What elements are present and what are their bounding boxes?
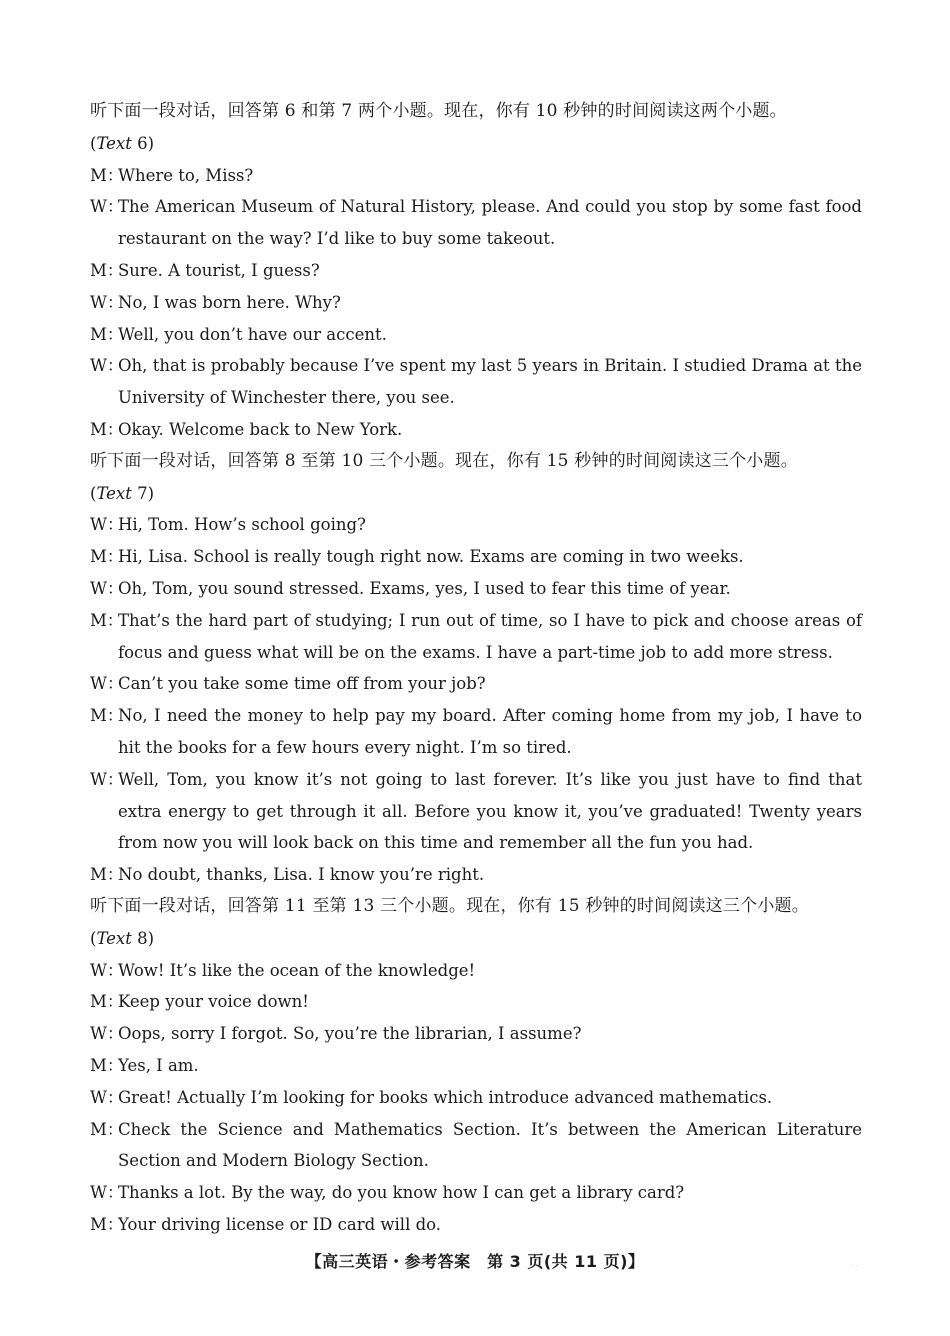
dialogue-turn: [90, 1018, 862, 1050]
speaker: M：: [90, 260, 124, 280]
dialogue-turn: [90, 764, 862, 859]
utterance: No, I was born here. Why?: [118, 292, 341, 312]
utterance: Wow! It’s like the ocean of the knowledge!: [118, 960, 476, 980]
speaker: M：: [90, 992, 124, 1012]
utterance: Check the Science and Mathematics Section. It’s between the American Literature Section and Modern Biology Section.: [118, 1119, 862, 1171]
utterance: The American Museum of Natural History, please. And could you stop by some fast food restaurant on the way? I’d like to buy some takeout.: [118, 197, 862, 249]
dialogue-turn: [90, 986, 862, 1018]
dialogue-turn: [90, 287, 862, 319]
utterance: No doubt, thanks, Lisa. I know you’re right.: [118, 865, 485, 885]
section-text-8: [90, 891, 862, 1241]
corner-mark: · ·: [852, 1262, 859, 1270]
section-instruction: 听下面一段对话，回答第 8 至第 10 三个小题。现在，你有 15 秒钟的时间阅读这三个小题。: [90, 450, 798, 471]
dialogue-turn: [90, 700, 862, 764]
dialogue-turn: [90, 160, 862, 192]
utterance: Okay. Welcome back to New York.: [118, 419, 403, 439]
utterance: Keep your voice down!: [118, 992, 309, 1012]
utterance: Your driving license or ID card will do.: [118, 1214, 442, 1234]
speaker: M：: [90, 165, 124, 185]
speaker: W：: [90, 197, 124, 217]
speaker: W：: [90, 356, 124, 376]
section-instruction: 听下面一段对话，回答第 11 至第 13 三个小题。现在，你有 15 秒钟的时间阅读这三个小题。: [90, 895, 809, 916]
dialogue-turn: [90, 605, 862, 669]
dialogue-turn: [90, 859, 862, 891]
speaker: M：: [90, 419, 124, 439]
utterance: Sure. A tourist, I guess?: [118, 260, 320, 280]
text-label: (Text 8): [90, 928, 155, 948]
utterance: Yes, I am.: [118, 1055, 199, 1075]
utterance: Oh, that is probably because I’ve spent my last 5 years in Britain. I studied Drama at the University of Winchester there, you see.: [118, 356, 862, 408]
speaker: M：: [90, 706, 124, 726]
speaker: W：: [90, 515, 124, 535]
speaker: M：: [90, 547, 124, 567]
dialogue-turn: [90, 255, 862, 287]
utterance: Hi, Lisa. School is really tough right now. Exams are coming in two weeks.: [118, 547, 744, 567]
dialogue-turn: [90, 541, 862, 573]
dialogue-turn: [90, 191, 862, 255]
dialogue-turn: [90, 509, 862, 541]
speaker: W：: [90, 1087, 124, 1107]
dialogue-turn: [90, 955, 862, 987]
page-footer: 【高三英语・参考答案 第 3 页(共 11 页)】: [305, 1252, 645, 1271]
dialogue-turn: [90, 350, 862, 414]
utterance: No, I need the money to help pay my board. After coming home from my job, I have to hit the books for a few hours every night. I’m so tired.: [118, 706, 862, 757]
dialogue-turn: [90, 1177, 862, 1209]
utterance: Oops, sorry I forgot. So, you’re the librarian, I assume?: [118, 1024, 582, 1044]
section-instruction: 听下面一段对话，回答第 6 和第 7 两个小题。现在，你有 10 秒钟的时间阅读这两个小题。: [90, 101, 787, 121]
dialogue-turn: [90, 1209, 862, 1241]
speaker: W：: [90, 674, 124, 694]
utterance: Where to, Miss?: [118, 165, 254, 185]
dialogue-turn: [90, 668, 862, 700]
speaker: M：: [90, 610, 124, 630]
dialogue-turn: [90, 1114, 862, 1178]
section-text-6: [90, 96, 862, 446]
text-label: (Text 6): [90, 133, 155, 153]
dialogue-turn: [90, 573, 862, 605]
speaker: W：: [90, 960, 124, 980]
dialogue-turn: [90, 1050, 862, 1082]
speaker: W：: [90, 292, 124, 312]
utterance: Oh, Tom, you sound stressed. Exams, yes, I used to fear this time of year.: [118, 578, 731, 598]
utterance: Well, you don’t have our accent.: [118, 324, 387, 344]
page-body: [90, 96, 862, 1241]
speaker: M：: [90, 865, 124, 885]
speaker: W：: [90, 578, 124, 598]
section-text-7: [90, 446, 862, 891]
speaker: W：: [90, 1024, 124, 1044]
speaker: M：: [90, 324, 124, 344]
speaker: M：: [90, 1119, 124, 1139]
dialogue-turn: [90, 319, 862, 351]
speaker: W：: [90, 1183, 124, 1203]
speaker: M：: [90, 1055, 124, 1075]
speaker: W：: [90, 769, 124, 789]
utterance: Hi, Tom. How’s school going?: [118, 515, 366, 535]
utterance: That’s the hard part of studying; I run out of time, so I have to pick and choose areas of focus and guess what will be on the exams. I have a part-time job to add more stress.: [118, 610, 862, 662]
utterance: Thanks a lot. By the way, do you know how I can get a library card?: [118, 1183, 685, 1203]
utterance: Can’t you take some time off from your job?: [118, 674, 486, 694]
text-label: (Text 7): [90, 483, 155, 503]
speaker: M：: [90, 1214, 124, 1234]
utterance: Great! Actually I’m looking for books which introduce advanced mathematics.: [118, 1087, 773, 1107]
dialogue-turn: [90, 414, 862, 446]
utterance: Well, Tom, you know it’s not going to last forever. It’s like you just have to find that extra energy to get through it all. Before you know it, you’ve graduated! Twenty years from now you will look back on this time and remember all the fun you had.: [118, 769, 862, 853]
dialogue-turn: [90, 1082, 862, 1114]
